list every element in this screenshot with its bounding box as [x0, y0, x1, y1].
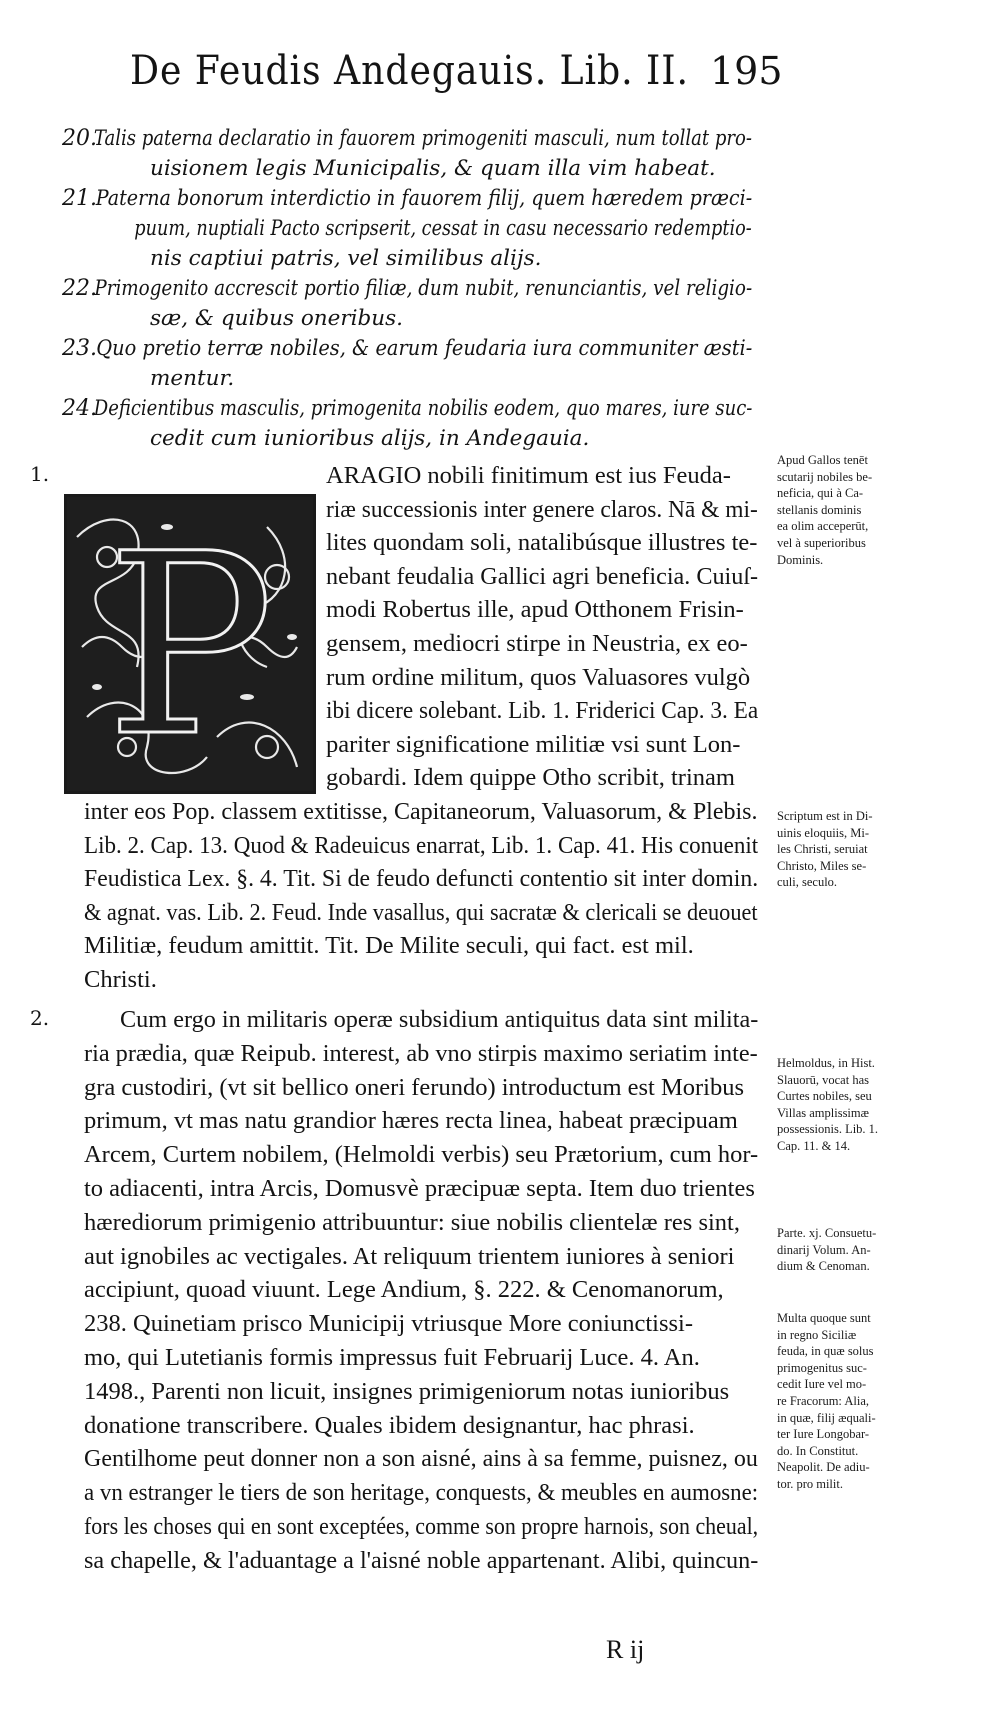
marginal-note-line: Apud Gallos tenēt [777, 453, 868, 467]
marginal-note-line: in quæ, filij æquali- [777, 1410, 876, 1425]
marginal-note-line: scutarij nobiles be- [777, 469, 873, 484]
marginal-note-line: in regno Siciliæ [777, 1327, 857, 1342]
body-line: Feudistica Lex. §. 4. Tit. Si de feudo defuncti contentio sit inter domin. [84, 865, 759, 893]
chapter-summary-list [62, 124, 752, 454]
marginal-note-line: feuda, in quæ solus [777, 1344, 874, 1359]
marginal-note-line: Parte. xj. Consuetu- [777, 1226, 877, 1240]
summary-line: nis captiui patris, vel similibus alijs. [150, 246, 542, 271]
marginal-note-line: Villas amplissimæ [777, 1105, 869, 1120]
body-line: lites quondam soli, natalibúsque illustres te- [326, 529, 758, 557]
marginal-note-line: Christo, Miles se- [777, 858, 867, 873]
summary-item [62, 394, 752, 454]
marginal-note [777, 1225, 917, 1275]
summary-line: Deficientibus masculis, primogenita nobilis eodem, quo mares, iure suc- [93, 396, 753, 421]
body-line: Christi. [84, 966, 157, 993]
body-line: hærediorum primigenio attribuuntur: siue nobilis clientelæ res sint, [84, 1208, 740, 1236]
body-line: mo, qui Lutetianis formis impressus fuit Februarij Luce. 4. An. [84, 1344, 700, 1371]
signature-mark: R ij [606, 1635, 645, 1664]
body-line: Gentilhome peut donner non a son aisné, ains à sa femme, puisnez, ou [84, 1445, 758, 1473]
marginal-note-line: stellanis dominis [777, 502, 862, 517]
body-line: pariter significatione militiæ vsi sunt Lon- [326, 730, 741, 758]
summary-item [62, 274, 752, 334]
body-line: 1498., Parenti non licuit, insignes primigeniorum notas iunioribus [84, 1377, 730, 1405]
marginal-note-line: culi, seculo. [777, 875, 838, 890]
summary-line: Quo pretio terræ nobiles, & earum feudaria iura communiter æsti- [96, 336, 753, 361]
marginal-note-line: neficia, qui à Ca- [777, 486, 864, 501]
marginal-note [777, 1055, 917, 1155]
initial-letter: P [105, 500, 275, 791]
running-title: De Feudis Andegauis. Lib. II. [130, 48, 689, 94]
body-line: ARAGIO nobili finitimum est ius Feuda- [326, 462, 731, 489]
marginal-note-line: uinis eloquiis, Mi- [777, 825, 870, 840]
marginal-note-line: do. In Constitut. [777, 1443, 859, 1458]
body-line: ria prædia, quæ Reipub. interest, ab vno stirpis maximo seriatim inte- [84, 1039, 758, 1067]
body-line: Militiæ, feudum amittit. Tit. De Milite seculi, qui fact. est mil. [84, 932, 694, 960]
summary-number: 23. [62, 336, 97, 361]
decorated-initial-image [64, 494, 316, 794]
body-line: rum ordine militum, quos Valuasores vulgò [326, 663, 751, 691]
marginal-note-line: Dominis. [777, 552, 824, 567]
marginal-note-line: ea olim acceperūt, [777, 519, 869, 534]
marginal-note-line: dium & Cenoman. [777, 1259, 870, 1274]
summary-number: 20. [62, 126, 97, 151]
body-line: inter eos Pop. classem extitisse, Capitaneorum, Valuasorum, & Plebis. [84, 798, 758, 825]
marginal-note [777, 452, 917, 568]
summary-number: 24. [62, 396, 97, 421]
marginal-note-line: Curtes nobiles, seu [777, 1089, 872, 1104]
summary-line: sæ, & quibus oneribus. [150, 306, 403, 331]
marginal-note-line: primogenitus suc- [777, 1360, 867, 1375]
summary-line: cedit cum iunioribus alijs, in Andegauia. [150, 426, 590, 451]
body-line: gensem, mediocri stirpe in Neustria, ex eo- [326, 630, 748, 657]
body-line: primum, vt mas natu grandior hæres recta linea, habeat præcipuam [84, 1107, 738, 1135]
body-line: sa chapelle, & l'aduantage a l'aisné noble appartenant. Alibi, quincun- [84, 1546, 759, 1574]
summary-number: 22. [62, 276, 97, 301]
body-line: aut ignobiles ac vectigales. At reliquum trientem iuniores à seniori [84, 1242, 735, 1270]
marginal-note-line: tor. pro milit. [777, 1476, 843, 1491]
summary-line: uisionem legis Municipalis, & quam illa vim habeat. [150, 156, 716, 181]
body-line: donatione transcribere. Quales ibidem designantur, hac phrasi. [84, 1411, 695, 1439]
body-line: nebant feudalia Gallici agri beneficia. Cuiuſ- [326, 562, 759, 590]
marginal-note-line: Cap. 11. & 14. [777, 1138, 851, 1153]
marginal-note-line: Scriptum est in Di- [777, 809, 873, 823]
body-line: fors les choses qui en sont exceptées, comme son propre harnois, son cheual, [84, 1513, 759, 1540]
body-line: Arcem, Curtem nobilem, (Helmoldi verbis) seu Prætorium, cum hor- [84, 1141, 759, 1169]
body-line: Lib. 2. Cap. 13. Quod & Radeuicus enarrat, Lib. 1. Cap. 41. His conuenit [84, 831, 759, 859]
summary-line: puum, nuptiali Pacto scripserit, cessat in casu necessario redemptio- [134, 216, 752, 241]
marginal-note-line: possessionis. Lib. 1. [777, 1122, 879, 1137]
summary-number: 21. [62, 186, 97, 211]
body-line: 238. Quinetiam prisco Municipij vtriusque More coniunctissi- [84, 1310, 694, 1338]
summary-line: Primogenito accrescit portio filiæ, dum nubit, renunciantis, vel religio- [94, 276, 753, 301]
summary-line: Paterna bonorum interdictio in fauorem filij, quem hæredem præci- [95, 186, 753, 211]
body-line: gobardi. Idem quippe Otho scribit, trinam [326, 764, 735, 792]
marginal-note [777, 808, 917, 891]
summary-line: Talis paterna declaratio in fauorem primogeniti masculi, num tollat pro- [93, 126, 752, 151]
marginal-note-line: Neapolit. De adiu- [777, 1460, 870, 1475]
body-line: ibi dicere solebant. Lib. 1. Friderici Cap. 3. Ea [326, 697, 759, 725]
summary-item [62, 124, 752, 184]
summary-item [62, 184, 752, 274]
page-number: 195 [710, 49, 783, 93]
marginal-note [777, 1310, 917, 1493]
summary-line: mentur. [150, 366, 235, 391]
marginal-note-line: cedit Iure vel mo- [777, 1377, 867, 1392]
summary-item [62, 334, 752, 394]
body-line: & agnat. vas. Lib. 2. Feud. Inde vasallus, qui sacratæ & clericali se deuouet [84, 898, 758, 926]
decorated-initial-ornament [67, 497, 313, 791]
body-line: modi Robertus ille, apud Otthonem Frisin- [326, 596, 744, 624]
marginal-note-line: re Fracorum: Alia, [777, 1393, 869, 1408]
marginal-note-line: Slauorū, vocat has [777, 1072, 869, 1087]
marginal-note-line: vel à superioribus [777, 535, 866, 550]
marginal-note-line: Multa quoque sunt [777, 1311, 871, 1325]
paragraph-number: 2. [30, 1006, 50, 1030]
body-line: a vn estranger le tiers de son heritage, conquests, & meubles en aumosne: [84, 1479, 759, 1507]
marginal-note-line: ter Iure Longobar- [777, 1427, 870, 1442]
body-line: to adiacenti, intra Arcis, Domusvè præcipuæ septa. Item duo trientes [84, 1175, 755, 1202]
body-line: Cum ergo in militaris operæ subsidium antiquitus data sint milita- [120, 1006, 759, 1033]
body-line: accipiunt, quoad viuunt. Lege Andium, §. 222. & Cenomanorum, [84, 1276, 724, 1304]
marginal-note-line: les Christi, seruiat [777, 842, 868, 857]
body-line: riæ successionis inter genere claros. Nā & mi- [326, 495, 758, 523]
paragraph-number: 1. [30, 462, 50, 486]
body-line: gra custodiri, (vt sit bellico oneri ferundo) introductum est Moribus [84, 1073, 745, 1101]
marginal-note-line: dinarij Volum. An- [777, 1242, 871, 1257]
marginal-note-line: Helmoldus, in Hist. [777, 1056, 875, 1070]
